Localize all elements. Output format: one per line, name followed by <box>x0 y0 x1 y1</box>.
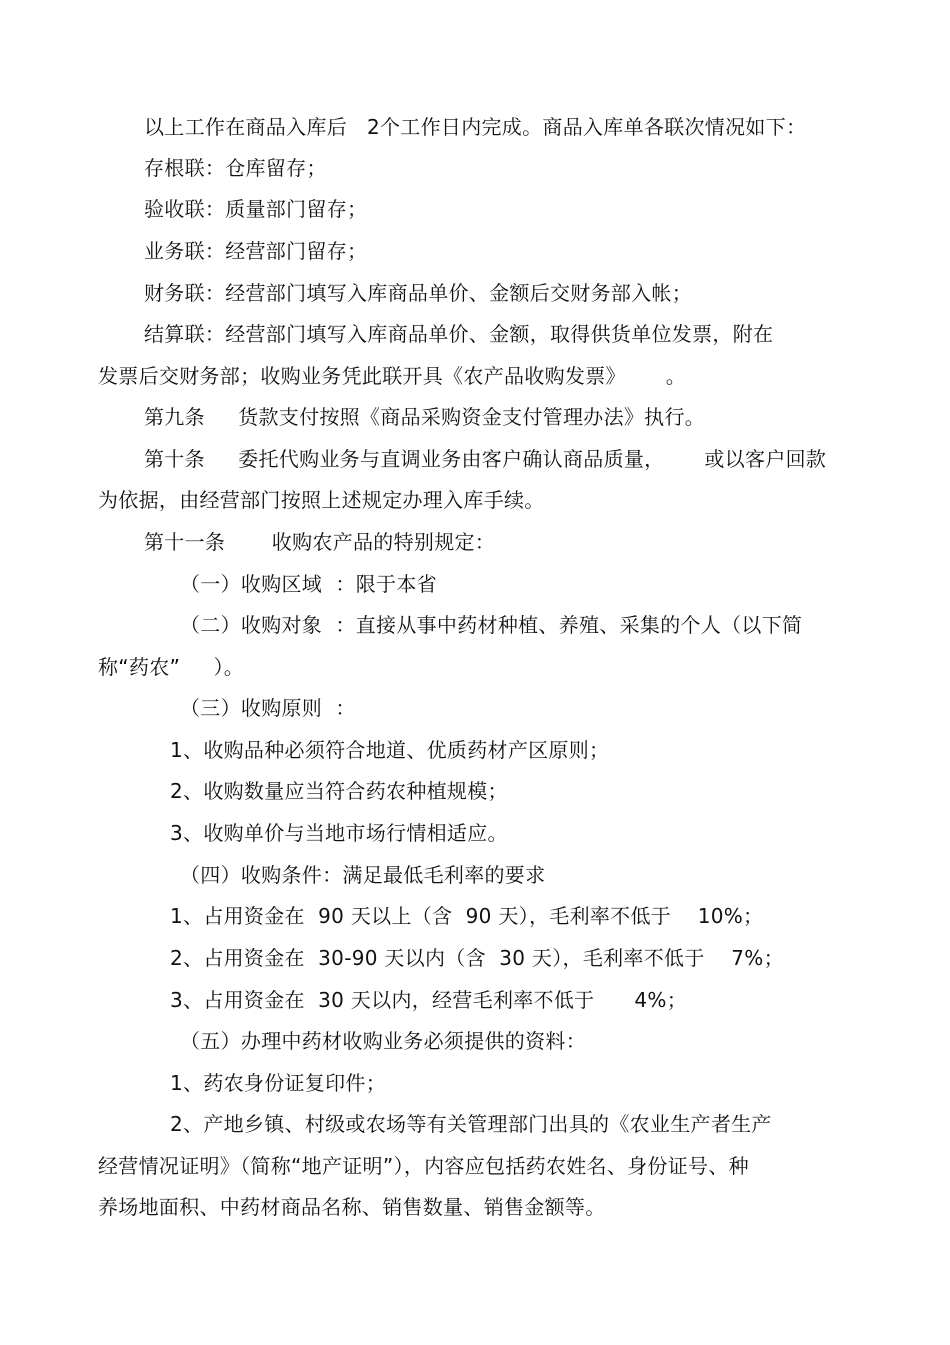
text-line: 业务联：经营部门留存； <box>144 239 368 263</box>
text-line: （三）收购原则 ： <box>180 696 356 720</box>
text-line: 1、占用资金在 90 天以上（含 90 天），毛利率不低于 10%； <box>170 904 764 928</box>
text-line: 发票后交财务部；收购业务凭此联开具《农产品收购发票》 。 <box>98 364 687 388</box>
text-line: 财务联：经营部门填写入库商品单价、金额后交财务部入帐； <box>144 281 693 305</box>
text-line: 经营情况证明》（简称“地产证明”），内容应包括药农姓名、身份证号、种 <box>98 1154 749 1178</box>
text-line: （二）收购对象 ：直接从事中药材种植、养殖、采集的个人（以下简 <box>180 613 803 637</box>
text-line: （一）收购区域 ：限于本省 <box>180 572 437 596</box>
text-line: 养场地面积、中药材商品名称、销售数量、销售金额等。 <box>98 1195 606 1219</box>
text-line: 2、占用资金在 30-90 天以内（含 30 天），毛利率不低于 7%； <box>170 946 784 970</box>
text-line: 第十条 委托代购业务与直调业务由客户确认商品质量， 或以客户回款 <box>144 447 827 471</box>
text-line: 存根联：仓库留存； <box>144 156 327 180</box>
text-line: 以上工作在商品入库后 2个工作日内完成。商品入库单各联次情况如下： <box>144 115 807 139</box>
text-line: 3、收购单价与当地市场行情相适应。 <box>170 821 508 845</box>
text-line: 验收联：质量部门留存； <box>144 197 368 221</box>
text-line: 1、药农身份证复印件； <box>170 1071 387 1095</box>
text-line: （四）收购条件：满足最低毛利率的要求 <box>180 863 546 887</box>
text-line: 为依据，由经营部门按照上述规定办理入库手续。 <box>98 488 545 512</box>
text-line: （五）办理中药材收购业务必须提供的资料： <box>180 1029 586 1053</box>
text-line: 第九条 货款支付按照《商品采购资金支付管理办法》执行。 <box>144 405 706 429</box>
text-line: 2、产地乡镇、村级或农场等有关管理部门出具的《农业生产者生产 <box>170 1112 772 1136</box>
text-line: 2、收购数量应当符合药农种植规模； <box>170 779 508 803</box>
text-line: 结算联：经营部门填写入库商品单价、金额，取得供货单位发票，附在 <box>144 322 774 346</box>
text-line: 第十一条 收购农产品的特别规定： <box>144 530 496 554</box>
text-line: 3、占用资金在 30 天以内，经营毛利率不低于 4%； <box>170 988 688 1012</box>
text-line: 称“药农” ）。 <box>98 655 245 679</box>
text-line: 1、收购品种必须符合地道、优质药材产区原则； <box>170 738 610 762</box>
